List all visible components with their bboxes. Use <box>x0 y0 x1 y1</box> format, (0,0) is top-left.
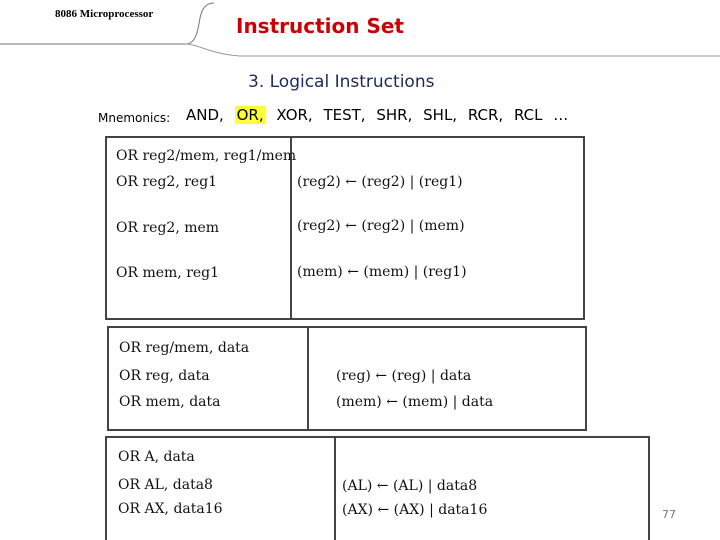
table-cell-op: (AX) ← (AX) | data16 <box>342 502 488 518</box>
course-label: 8086 Microprocessor <box>55 8 154 20</box>
mnemonic-item: RCR, <box>467 106 504 124</box>
mnemonic-item: XOR, <box>276 106 313 124</box>
mnemonic-item: AND, <box>186 106 224 124</box>
table-cell-instr: OR reg, data <box>119 368 210 384</box>
mnemonic-item: TEST, <box>323 106 366 124</box>
table-cell-instr: OR A, data <box>118 449 195 465</box>
table-cell-instr: OR AX, data16 <box>118 501 223 517</box>
instruction-table-regmem <box>105 136 585 320</box>
table-divider <box>334 438 336 540</box>
slide-title: Instruction Set <box>236 14 404 38</box>
table-cell-op: (mem) ← (mem) | (reg1) <box>297 264 467 280</box>
table-cell-op: (reg2) ← (reg2) | (mem) <box>297 218 465 234</box>
table-cell-instr: OR reg/mem, data <box>119 340 250 356</box>
table-cell-instr: OR reg2/mem, reg1/mem <box>116 148 297 164</box>
table-cell-instr: OR reg2, reg1 <box>116 174 218 190</box>
mnemonic-item-highlighted: OR, <box>236 106 264 124</box>
table-cell-op: (reg2) ← (reg2) | (reg1) <box>297 174 463 190</box>
table-cell-instr: OR mem, reg1 <box>116 265 220 281</box>
table-cell-op: (mem) ← (mem) | data <box>336 394 494 410</box>
table-cell-instr: OR reg2, mem <box>116 220 220 236</box>
table-divider <box>307 328 309 429</box>
table-divider <box>290 138 292 318</box>
instruction-table-immediate <box>107 326 587 431</box>
table-cell-instr: OR AL, data8 <box>118 477 213 493</box>
mnemonic-item: RCL <box>513 106 543 124</box>
page-number: 77 <box>662 508 676 521</box>
table-cell-op: (AL) ← (AL) | data8 <box>342 478 478 494</box>
mnemonics-label: Mnemonics: <box>98 111 171 125</box>
mnemonic-item: … <box>553 106 569 124</box>
table-cell-instr: OR mem, data <box>119 394 221 410</box>
instruction-table-accumulator <box>105 436 650 540</box>
mnemonic-item: SHR, <box>376 106 413 124</box>
table-cell-op: (reg) ← (reg) | data <box>336 368 472 384</box>
mnemonics-list <box>186 106 568 124</box>
section-title: 3. Logical Instructions <box>248 72 435 92</box>
mnemonic-item: SHL, <box>423 106 458 124</box>
